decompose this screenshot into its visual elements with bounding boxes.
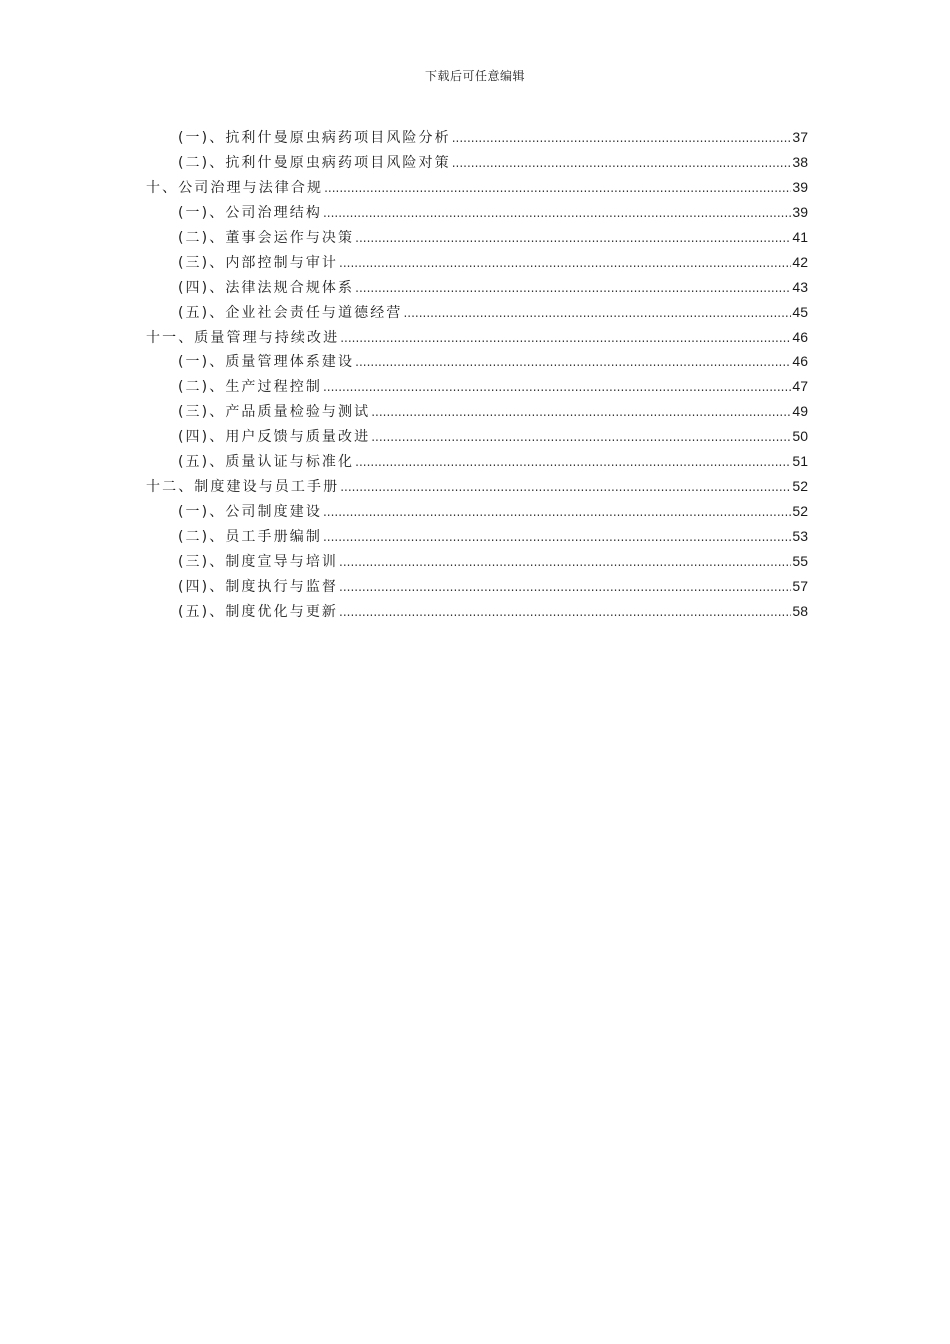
toc-leader-dots [339, 251, 791, 276]
toc-leader-dots [323, 201, 791, 226]
toc-leader-dots [355, 450, 791, 475]
toc-entry[interactable] [146, 225, 808, 250]
toc-entry[interactable] [146, 325, 808, 350]
toc-entry[interactable] [146, 574, 808, 599]
toc-entry-page-number: 46 [792, 328, 808, 345]
toc-leader-dots [452, 151, 792, 176]
toc-entry-page-number: 45 [792, 303, 808, 320]
toc-leader-dots [323, 500, 791, 525]
toc-entry-page-number: 50 [792, 428, 808, 445]
toc-entry-title: (二)、生产过程控制 [178, 379, 322, 396]
toc-entry[interactable] [146, 175, 808, 200]
toc-entry[interactable] [146, 599, 808, 624]
toc-entry-page-number: 42 [792, 253, 808, 270]
toc-entry-page-number: 39 [792, 203, 808, 220]
toc-entry-title: (二)、员工手册编制 [178, 529, 322, 545]
toc-entry-title: (一)、抗利什曼原虫病药项目风险分析 [178, 130, 451, 146]
toc-leader-dots [355, 350, 791, 375]
toc-entry[interactable] [146, 499, 808, 524]
toc-entry-page-number: 43 [792, 278, 808, 295]
toc-entry-title: (四)、制度执行与监督 [178, 578, 339, 595]
toc-entry-title: (一)、公司治理结构 [178, 204, 322, 221]
toc-entry-page-number: 51 [792, 453, 808, 470]
toc-entry-title: 十二、制度建设与员工手册 [146, 479, 340, 496]
toc-entry[interactable] [146, 549, 808, 574]
toc-entry-title: (五)、制度优化与更新 [178, 603, 339, 620]
toc-leader-dots [324, 176, 791, 201]
toc-entry[interactable] [146, 424, 808, 449]
toc-leader-dots [355, 226, 791, 251]
toc-entry-page-number: 52 [792, 478, 808, 495]
toc-leader-dots [323, 375, 791, 400]
toc-entry-page-number: 57 [792, 577, 808, 594]
toc-entry[interactable] [146, 250, 808, 275]
toc-entry-title: (三)、制度宣导与培训 [178, 553, 339, 570]
toc-entry-title: (一)、质量管理体系建设 [178, 354, 355, 371]
toc-entry-page-number: 41 [792, 228, 808, 245]
toc-entry[interactable] [146, 474, 808, 499]
toc-leader-dots [403, 301, 791, 326]
toc-leader-dots [339, 600, 791, 625]
toc-entry[interactable] [146, 349, 808, 374]
toc-entry[interactable] [146, 524, 808, 549]
table-of-contents [146, 125, 808, 624]
toc-entry-title: 十一、质量管理与持续改进 [146, 329, 340, 346]
toc-entry-page-number: 47 [792, 378, 808, 395]
toc-entry[interactable] [146, 300, 808, 325]
toc-entry-title: 十、公司治理与法律合规 [146, 179, 324, 196]
toc-leader-dots [323, 525, 791, 550]
toc-entry-page-number: 37 [792, 129, 808, 145]
toc-entry-title: (五)、企业社会责任与道德经营 [178, 304, 403, 321]
toc-entry[interactable] [146, 150, 808, 175]
toc-leader-dots [355, 276, 791, 301]
toc-entry[interactable] [146, 200, 808, 225]
toc-entry-title: (四)、法律法规合规体系 [178, 279, 355, 296]
toc-entry-title: (一)、公司制度建设 [178, 504, 322, 521]
toc-entry[interactable] [146, 399, 808, 424]
toc-entry-page-number: 58 [792, 602, 808, 619]
toc-entry-title: (五)、质量认证与标准化 [178, 454, 355, 471]
toc-leader-dots [371, 400, 791, 425]
toc-entry-page-number: 53 [792, 528, 808, 544]
toc-entry-page-number: 39 [792, 178, 808, 195]
toc-leader-dots [371, 425, 791, 450]
toc-entry[interactable] [146, 449, 808, 474]
toc-entry-title: (四)、用户反馈与质量改进 [178, 429, 371, 446]
toc-entry-title: (二)、抗利什曼原虫病药项目风险对策 [178, 154, 451, 171]
toc-entry[interactable] [146, 125, 808, 150]
toc-entry-title: (二)、董事会运作与决策 [178, 229, 355, 246]
toc-leader-dots [340, 326, 791, 351]
toc-entry-title: (三)、产品质量检验与测试 [178, 404, 371, 421]
page-header: 下载后可任意编辑 [424, 69, 525, 83]
toc-entry-page-number: 49 [792, 403, 808, 420]
toc-entry-page-number: 55 [792, 552, 808, 569]
toc-entry-page-number: 52 [792, 503, 808, 520]
toc-entry[interactable] [146, 374, 808, 399]
toc-entry[interactable] [146, 275, 808, 300]
toc-entry-title: (三)、内部控制与审计 [178, 254, 339, 271]
toc-leader-dots [340, 475, 791, 500]
toc-entry-page-number: 46 [792, 353, 808, 370]
toc-entry-page-number: 38 [792, 153, 808, 170]
toc-leader-dots [452, 126, 792, 151]
toc-leader-dots [339, 550, 791, 575]
toc-leader-dots [339, 575, 791, 600]
